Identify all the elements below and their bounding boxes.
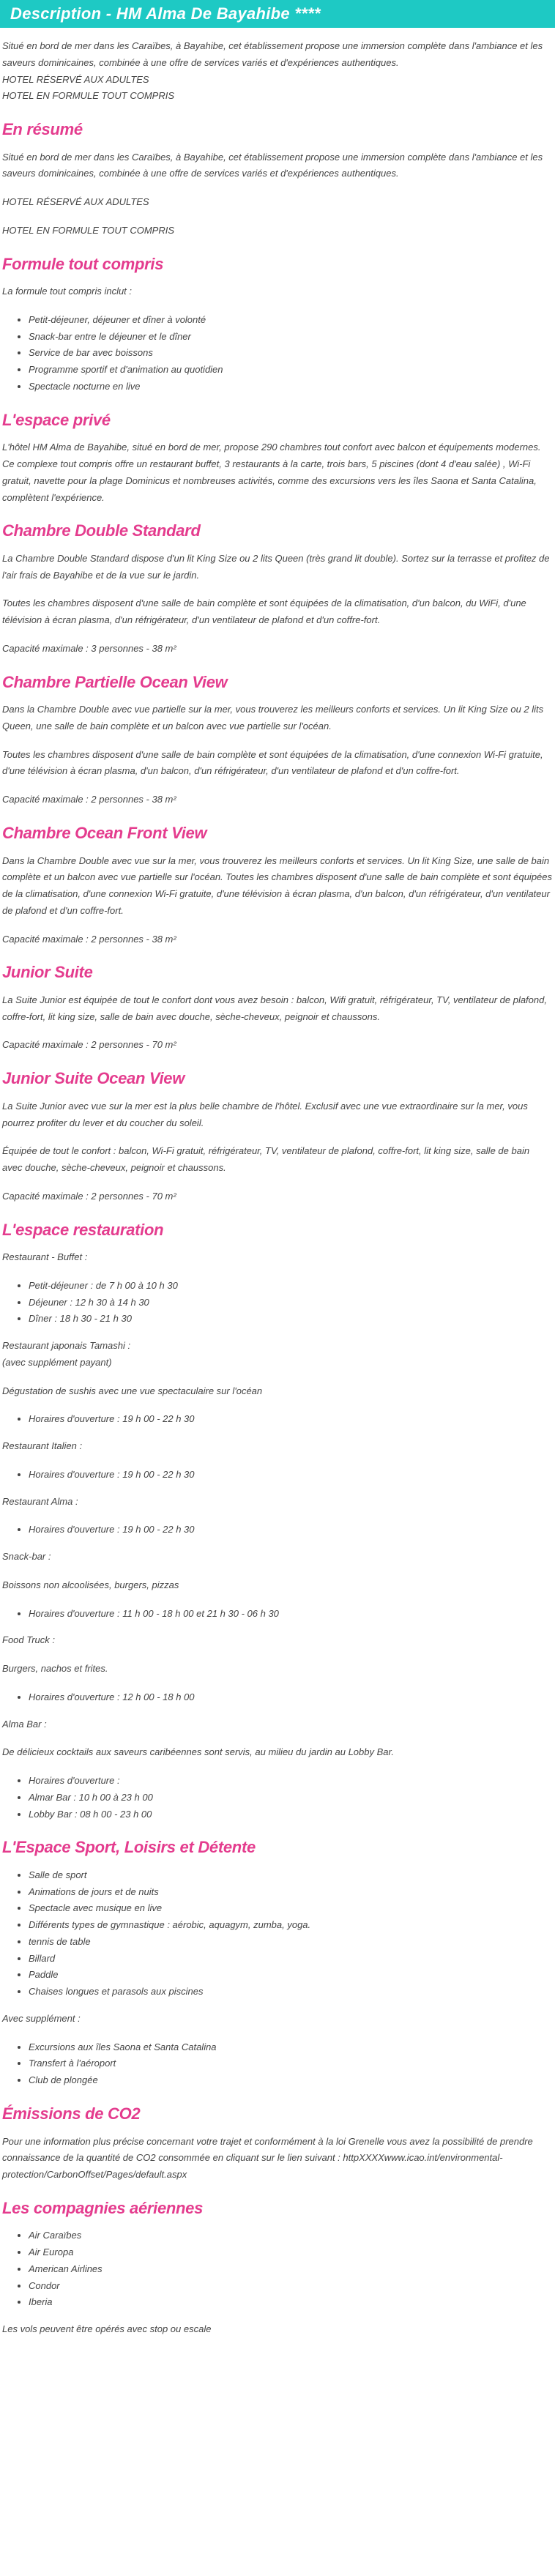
list-item: • Condor [29, 2278, 552, 2295]
double-section [2, 521, 552, 657]
frontview-capacity: Capacité maximale : 2 personnes - 38 m² [2, 933, 176, 945]
list-item: • Horaires d'ouverture : 19 h 00 - 22 h 30 [29, 1467, 552, 1484]
formule-section [2, 254, 552, 395]
double-capacity: Capacité maximale : 3 personnes - 38 m² [2, 642, 176, 654]
sport-heading: L'Espace Sport, Loisirs et Détente [2, 1838, 256, 1857]
airlines-list [2, 2227, 552, 2311]
almabar-desc: De délicieux cocktails aux saveurs caribéennes sont servis, au milieu du jardin au Lobby Bar. [2, 1746, 394, 1758]
snack-label: Snack-bar : [2, 1551, 51, 1563]
description-header [0, 0, 555, 28]
resume-adults-only: HOTEL RÉSERVÉ AUX ADULTES [2, 196, 149, 208]
junior-section [2, 962, 552, 1054]
japonais-label: Restaurant japonais Tamashi : [2, 1340, 131, 1352]
list-item: • Air Europa [29, 2244, 552, 2261]
list-item: • Horaires d'ouverture : 12 h 00 - 18 h 00 [29, 1689, 552, 1706]
sport-supplement-list [2, 2039, 552, 2089]
junior-capacity: Capacité maximale : 2 personnes - 70 m² [2, 1039, 176, 1051]
alma-list [2, 1522, 552, 1538]
co2-heading: Émissions de CO2 [2, 2104, 141, 2123]
intro-all-inclusive: HOTEL EN FORMULE TOUT COMPRIS [2, 90, 174, 102]
list-item: • Programme sportif et d'animation au quotidien [29, 362, 552, 379]
frontview-section [2, 823, 552, 948]
list-item: • Petit-déjeuner : de 7 h 00 à 10 h 30 [29, 1278, 552, 1295]
resume-text: Situé en bord de mer dans les Caraïbes, à Bayahibe, cet établissement propose une immersion complète dans l'ambiance et les saveurs dominicaines, combinée à une offre de services variés et d'expériences authentiques. [2, 151, 543, 179]
co2-section [2, 2104, 552, 2184]
list-item: • Snack-bar entre le déjeuner et le dîner [29, 329, 552, 346]
resume-section [2, 119, 552, 239]
partielle-text-2: Toutes les chambres disposent d'une salle de bain complète et sont équipées de la climatisation, d'une connexion Wi-Fi gratuite, d'une télévision à écran plasma, d'un balcon, d'un réfrigérateur, d'un ventilateur de plafond et d'un coffre-fort. [2, 748, 543, 777]
resume-all-inclusive: HOTEL EN FORMULE TOUT COMPRIS [2, 224, 174, 236]
list-item: • Almar Bar : 10 h 00 à 23 h 00 [29, 1790, 552, 1806]
partielle-heading: Chambre Partielle Ocean View [2, 672, 228, 691]
japonais-list [2, 1411, 552, 1428]
japonais-supplement: (avec supplément payant) [2, 1356, 112, 1368]
alma-label: Restaurant Alma : [2, 1495, 78, 1507]
sport-list [2, 1867, 552, 2000]
list-item: • Paddle [29, 1967, 552, 1984]
food-list [2, 1689, 552, 1706]
list-item: • Excursions aux îles Saona et Santa Catalina [29, 2039, 552, 2056]
juniorocean-text-1: La Suite Junior avec vue sur la mer est la plus belle chambre de l'hôtel. Exclusif avec une vue extraordinaire sur la mer, vous pourrez profiter du lever et du coucher du soleil. [2, 1100, 528, 1128]
airlines-section [2, 2198, 552, 2338]
juniorocean-section [2, 1068, 552, 1205]
buffet-label: Restaurant - Buffet : [2, 1251, 88, 1263]
sport-supplement-label: Avec supplément : [2, 2012, 81, 2024]
partielle-section [2, 672, 552, 808]
junior-heading: Junior Suite [2, 963, 93, 982]
buffet-list [2, 1278, 552, 1328]
partielle-capacity: Capacité maximale : 2 personnes - 38 m² [2, 794, 176, 805]
partielle-text-1: Dans la Chambre Double avec vue partielle sur la mer, vous trouverez les meilleurs conforts et services. Un lit King Size ou 2 lits Queen, une salle de bain complète et un balcon avec vue partielle sur l'océan. [2, 704, 544, 732]
list-item: • Différents types de gymnastique : aérobic, aquagym, zumba, yoga. [29, 1917, 552, 1934]
list-item: • Dîner : 18 h 30 - 21 h 30 [29, 1311, 552, 1328]
prive-heading: L'espace privé [2, 410, 111, 429]
list-item: • Air Caraïbes [29, 2227, 552, 2244]
list-item: • Transfert à l'aéroport [29, 2055, 552, 2072]
double-text-1: La Chambre Double Standard dispose d'un lit King Size ou 2 lits Queen (très grand lit double). Sortez sur la terrasse et profitez de l'air frais de Bayahibe et de la vue sur le jardin. [2, 552, 550, 581]
italien-list [2, 1467, 552, 1484]
frontview-heading: Chambre Ocean Front View [2, 823, 207, 842]
list-item: • Horaires d'ouverture : 19 h 00 - 22 h 30 [29, 1411, 552, 1428]
sport-section [2, 1837, 552, 2089]
list-item: • Horaires d'ouverture : 19 h 00 - 22 h 30 [29, 1522, 552, 1538]
double-heading: Chambre Double Standard [2, 521, 201, 540]
list-item: • Chaises longues et parasols aux piscines [29, 1984, 552, 2000]
list-item: • tennis de table [29, 1934, 552, 1951]
japonais-desc: Dégustation de sushis avec une vue spectaculaire sur l'océan [2, 1385, 263, 1396]
prive-section [2, 410, 552, 507]
formule-intro: La formule tout compris inclut : [2, 286, 133, 297]
list-item: • Déjeuner : 12 h 30 à 14 h 30 [29, 1295, 552, 1311]
resume-heading: En résumé [2, 120, 83, 138]
snack-list [2, 1606, 552, 1623]
formule-heading: Formule tout compris [2, 254, 164, 273]
juniorocean-text-2: Équipée de tout le confort : balcon, Wi-Fi gratuit, réfrigérateur, TV, ventilateur de plafond, coffre-fort, lit king size, salle de bain avec douche, sèche-cheveux, peignoir et chaussons. [2, 1145, 530, 1173]
list-item: • Salle de sport [29, 1867, 552, 1884]
formule-list [2, 312, 552, 395]
list-item: • Club de plongée [29, 2072, 552, 2089]
list-item: • Petit-déjeuner, déjeuner et dîner à volonté [29, 312, 552, 329]
page-title: Description - HM Alma De Bayahibe **** [10, 4, 321, 23]
restauration-section [2, 1220, 552, 1823]
juniorocean-capacity: Capacité maximale : 2 personnes - 70 m² [2, 1190, 176, 1202]
junior-text-1: La Suite Junior est équipée de tout le confort dont vous avez besoin : balcon, Wifi gratuit, réfrigérateur, TV, ventilateur de plafond, coffre-fort, lit king size, salle de bain avec douche, sèche-cheveux, peignoir et chaussons. [2, 994, 547, 1022]
italien-label: Restaurant Italien : [2, 1440, 83, 1452]
restauration-heading: L'espace restauration [2, 1220, 164, 1239]
list-item: • Horaires d'ouverture : [29, 1773, 552, 1790]
food-label: Food Truck : [2, 1634, 56, 1646]
intro-adults-only: HOTEL RÉSERVÉ AUX ADULTES [2, 73, 149, 85]
double-text-2: Toutes les chambres disposent d'une salle de bain complète et sont équipées de la climatisation, d'un balcon, du WiFi, d'une télévision à écran plasma, d'un réfrigérateur, d'un ventilateur de plafond et d'un coffre-fort. [2, 598, 526, 626]
list-item: • Lobby Bar : 08 h 00 - 23 h 00 [29, 1806, 552, 1823]
list-item: • Spectacle avec musique en live [29, 1900, 552, 1917]
list-item: • Animations de jours et de nuits [29, 1884, 552, 1901]
intro-text: Situé en bord de mer dans les Caraïbes, à Bayahibe, cet établissement propose une immersion complète dans l'ambiance et les saveurs dominicaines, combinée à une offre de services variés et d'expériences authentiques. [2, 40, 543, 68]
intro-section [2, 38, 552, 105]
list-item: • American Airlines [29, 2261, 552, 2278]
list-item: • Iberia [29, 2294, 552, 2311]
co2-text: Pour une information plus précise concernant votre trajet et conformément à la loi Grenelle vous avez la possibilité de prendre connaissance de la quantité de CO2 consommée en cliquant sur le lien suivant : httpXXXXwww.icao.int/environmental-protection/CarbonOffset/Pages/default.aspx [2, 2135, 533, 2181]
food-desc: Burgers, nachos et frites. [2, 1663, 108, 1675]
airlines-note: Les vols peuvent être opérés avec stop ou escale [2, 2323, 212, 2335]
list-item: • Billard [29, 1951, 552, 1968]
almabar-label: Alma Bar : [2, 1718, 47, 1730]
prive-text: L'hôtel HM Alma de Bayahibe, situé en bord de mer, propose 290 chambres tout confort avec balcon et équipements modernes. Ce complexe tout compris offre un restaurant buffet, 3 restaurants à la carte, trois bars, 5 piscines (dont 4 d'eau salée) , Wi-Fi gratuit, navette pour la plage Dominicus et nombreuses activités, comme des excursions vers les îles Saona et Santa Catalina, complètent l'expérience. [2, 442, 541, 503]
list-item: • Spectacle nocturne en live [29, 379, 552, 395]
frontview-text-1: Dans la Chambre Double avec vue sur la mer, vous trouverez les meilleurs conforts et services. Un lit King Size, une salle de bain complète et un balcon avec vue partielle sur l'océan. Toutes les chambres disposent d'une salle de bain complète et sont équipées de la climatisation, d'une connexion Wi-Fi gratuite, d'une télévision à écran plasma, d'un balcon, d'un réfrigérateur, d'un ventilateur de plafond et d'un coffre-fort. [2, 855, 553, 916]
almabar-list [2, 1773, 552, 1823]
description-content [0, 38, 555, 2338]
airlines-heading: Les compagnies aériennes [2, 2198, 204, 2217]
juniorocean-heading: Junior Suite Ocean View [2, 1069, 185, 1088]
list-item: • Horaires d'ouverture : 11 h 00 - 18 h 00 et 21 h 30 - 06 h 30 [29, 1606, 552, 1623]
list-item: • Service de bar avec boissons [29, 345, 552, 362]
snack-desc: Boissons non alcoolisées, burgers, pizzas [2, 1579, 179, 1590]
